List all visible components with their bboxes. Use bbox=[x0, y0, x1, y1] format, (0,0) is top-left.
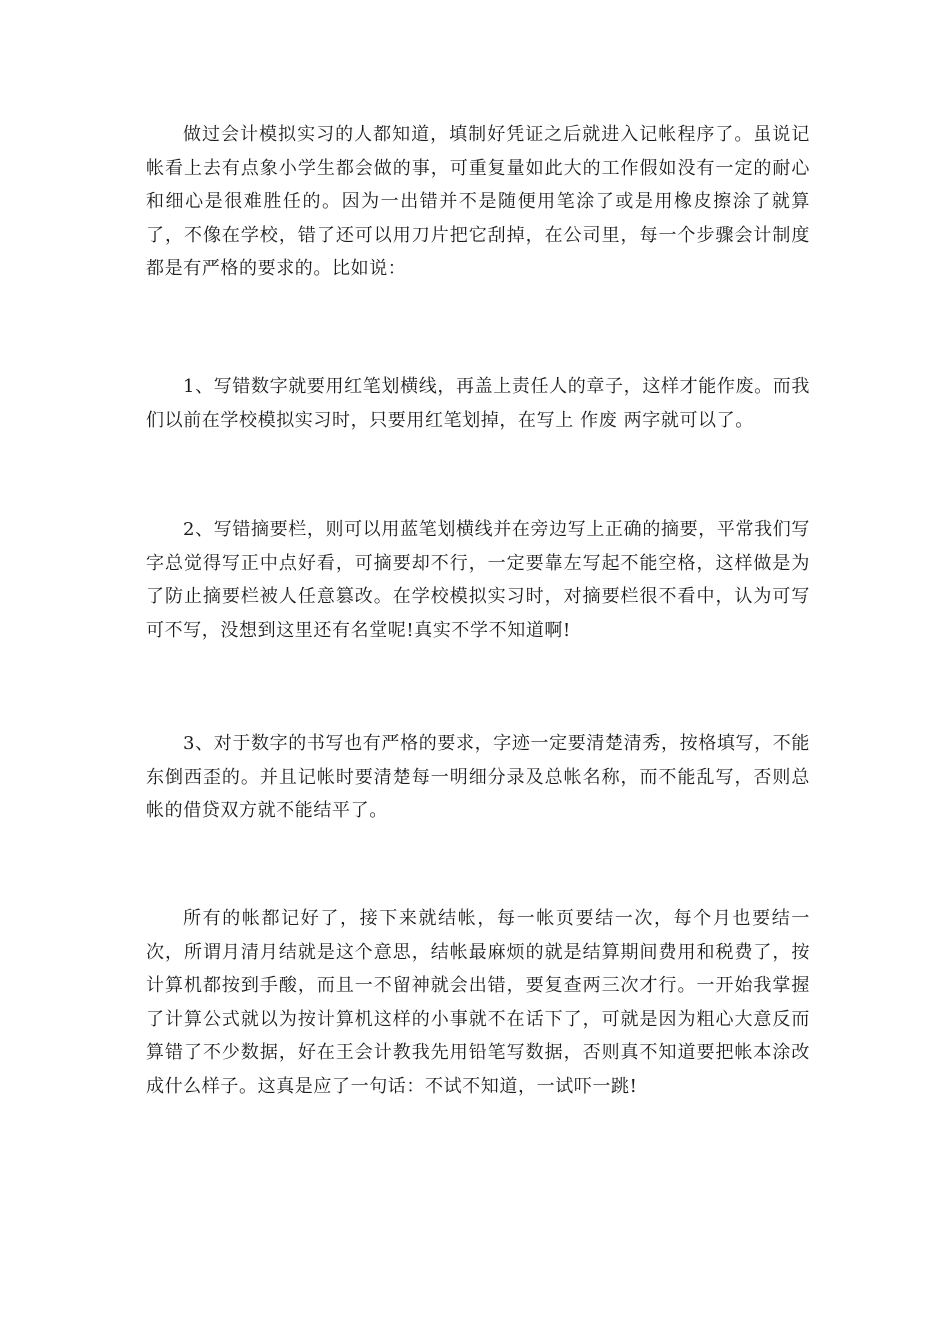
paragraph-point-1: 1、写错数字就要用红笔划横线，再盖上责任人的章子，这样才能作废。而我们以前在学校模拟实习时，只要用红笔划掉，在写上 作废 两字就可以了。 bbox=[146, 376, 810, 431]
paragraph-closing: 所有的帐都记好了，接下来就结帐，每一帐页要结一次，每个月也要结一次，所谓月清月结就是这个意思，结帐最麻烦的就是结算期间费用和税费了，按计算机都按到手酸，而且一不留神就会出错，要复查两三次才行。一开始我掌握了计算公式就以为按计算机这样的小事就不在话下了，可就是因为粗心大意反而算错了不少数据，好在王会计教我先用铅笔写数据，否则真不知道要把帐本涂改成什么样子。这真是应了一句话：不试不知道，一试吓一跳! bbox=[146, 908, 810, 1097]
paragraph-point-2: 2、写错摘要栏，则可以用蓝笔划横线并在旁边写上正确的摘要，平常我们写字总觉得写正中点好看，可摘要却不行，一定要靠左写起不能空格，这样做是为了防止摘要栏被人任意篡改。在学校模拟实习时，对摘要栏很不看中，认为可写可不写，没想到这里还有名堂呢!真实不学不知道啊! bbox=[146, 519, 810, 641]
paragraph-point-3: 3、对于数字的书写也有严格的要求，字迹一定要清楚清秀，按格填写，不能东倒西歪的。并且记帐时要清楚每一明细分录及总帐名称，而不能乱写，否则总帐的借贷双方就不能结平了。 bbox=[146, 733, 810, 822]
paragraph-intro: 做过会计模拟实习的人都知道，填制好凭证之后就进入记帐程序了。虽说记帐看上去有点象小学生都会做的事，可重复量如此大的工作假如没有一定的耐心和细心是很难胜任的。因为一出错并不是随便用笔涂了或是用橡皮擦涂了就算了，不像在学校，错了还可以用刀片把它刮掉，在公司里，每一个步骤会计制度都是有严格的要求的。比如说： bbox=[146, 124, 810, 280]
